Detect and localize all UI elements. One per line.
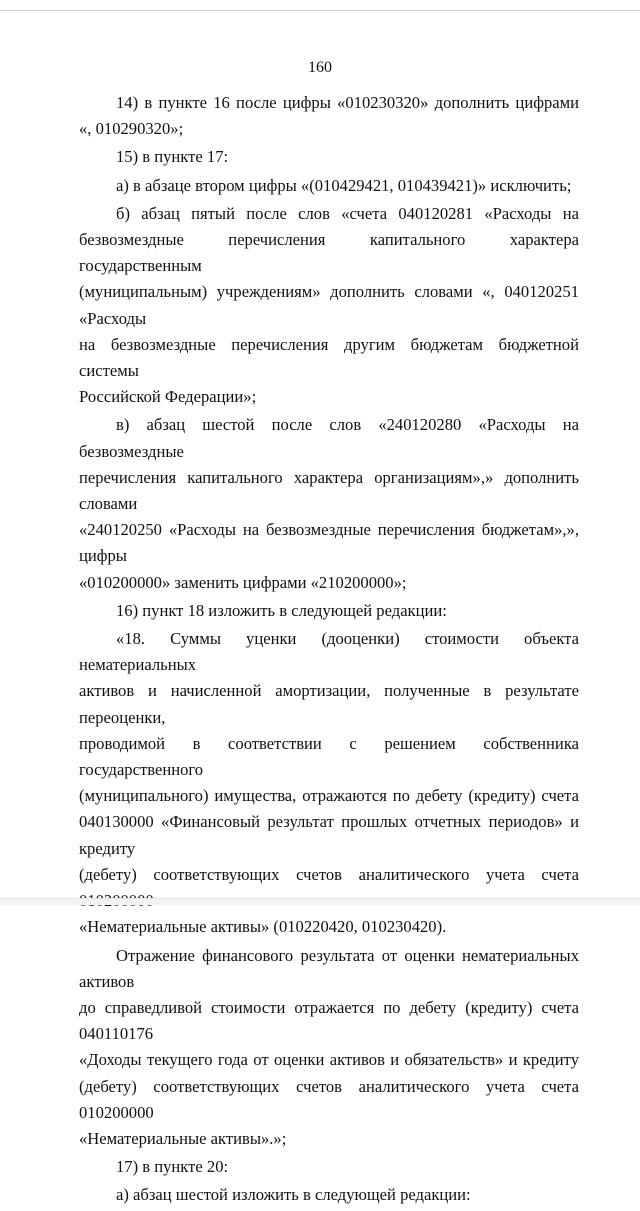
paragraph-line: «Доходы текущего года от оценки активов и обязательств» и кредиту <box>79 1050 579 1070</box>
paragraph-line: 040130000 «Финансовый результат прошлых отчетных периодов» и кредиту <box>79 812 579 858</box>
paragraph <box>79 626 579 940</box>
paragraph-line: «18. Суммы уценки (дооценки) стоимости объекта нематериальных <box>79 629 579 675</box>
paragraph-line: 16) пункт 18 изложить в следующей редакции: <box>116 600 447 620</box>
paragraph <box>79 598 579 624</box>
page-number: 160 <box>308 59 332 76</box>
paragraph-line: проводимой в соответствии с решением собственника государственного <box>79 733 579 780</box>
paragraph <box>79 201 579 411</box>
scan-top-border <box>0 10 640 11</box>
paragraph-line: 17) в пункте 20: <box>116 1157 229 1177</box>
paragraph-line: «Нематериальные активы».»; <box>79 1128 287 1148</box>
paragraph-line: (дебету) соответствующих счетов аналитического учета счета <box>79 864 579 884</box>
paragraph <box>79 173 579 199</box>
paragraph-line: перечисления капитального характера организациям»,» дополнить словами <box>79 467 579 514</box>
scan-bottom-edge <box>0 898 640 905</box>
paragraph-line: (муниципального) имущества, отражаются по дебету (кредиту) счета <box>79 786 579 806</box>
paragraph <box>79 90 579 142</box>
paragraph-line: 14) в пункте 16 после цифры «010230320» дополнить цифрами <box>116 93 579 112</box>
paragraph <box>79 1182 579 1208</box>
paragraph <box>79 943 579 1153</box>
paragraph-line: до справедливой стоимости отражается по дебету (кредиту) счета 040110176 <box>79 997 579 1044</box>
paragraph-line: (дебету) соответствующих счетов аналитического учета счета 010200000 <box>79 1076 579 1122</box>
paragraph-line: а) абзац шестой изложить в следующей редакции: <box>116 1185 471 1205</box>
paragraph-line: б) абзац пятый после слов «счета 040120281 «Расходы на <box>116 203 579 223</box>
paragraph-line: «010200000» заменить цифрами «210200000»; <box>79 572 407 592</box>
paragraph <box>79 144 579 170</box>
paragraph-line: Российской Федерации»; <box>79 387 257 407</box>
paragraph-line: (муниципальным) учреждениям» дополнить словами «, 040120251 «Расходы <box>79 282 579 328</box>
paragraph <box>79 1154 579 1180</box>
paragraph-line: в) абзац шестой после слов «240120280 «Расходы на безвозмездные <box>79 415 579 461</box>
paragraph <box>79 412 579 595</box>
paragraph-line: «Нематериальные активы» (010220420, 010230420). <box>79 917 447 937</box>
document-body <box>79 90 579 1211</box>
paragraph-line: безвозмездные перечисления капитального характера государственным <box>79 230 579 276</box>
paragraph-line: активов и начисленной амортизации, полученные в результате переоценки, <box>79 681 579 727</box>
paragraph-line: «240120250 «Расходы на безвозмездные перечисления бюджетам»,», цифры <box>79 520 579 566</box>
paragraph-line: «, 010290320»; <box>79 119 184 139</box>
paragraph-line: 15) в пункте 17: <box>116 147 229 167</box>
paragraph-line: на безвозмездные перечисления другим бюджетам бюджетной системы <box>79 334 579 381</box>
paragraph-line: Отражение финансового результата от оценки нематериальных активов <box>79 945 579 991</box>
paragraph-line: а) в абзаце втором цифры «(010429421, 010439421)» исключить; <box>116 175 572 195</box>
